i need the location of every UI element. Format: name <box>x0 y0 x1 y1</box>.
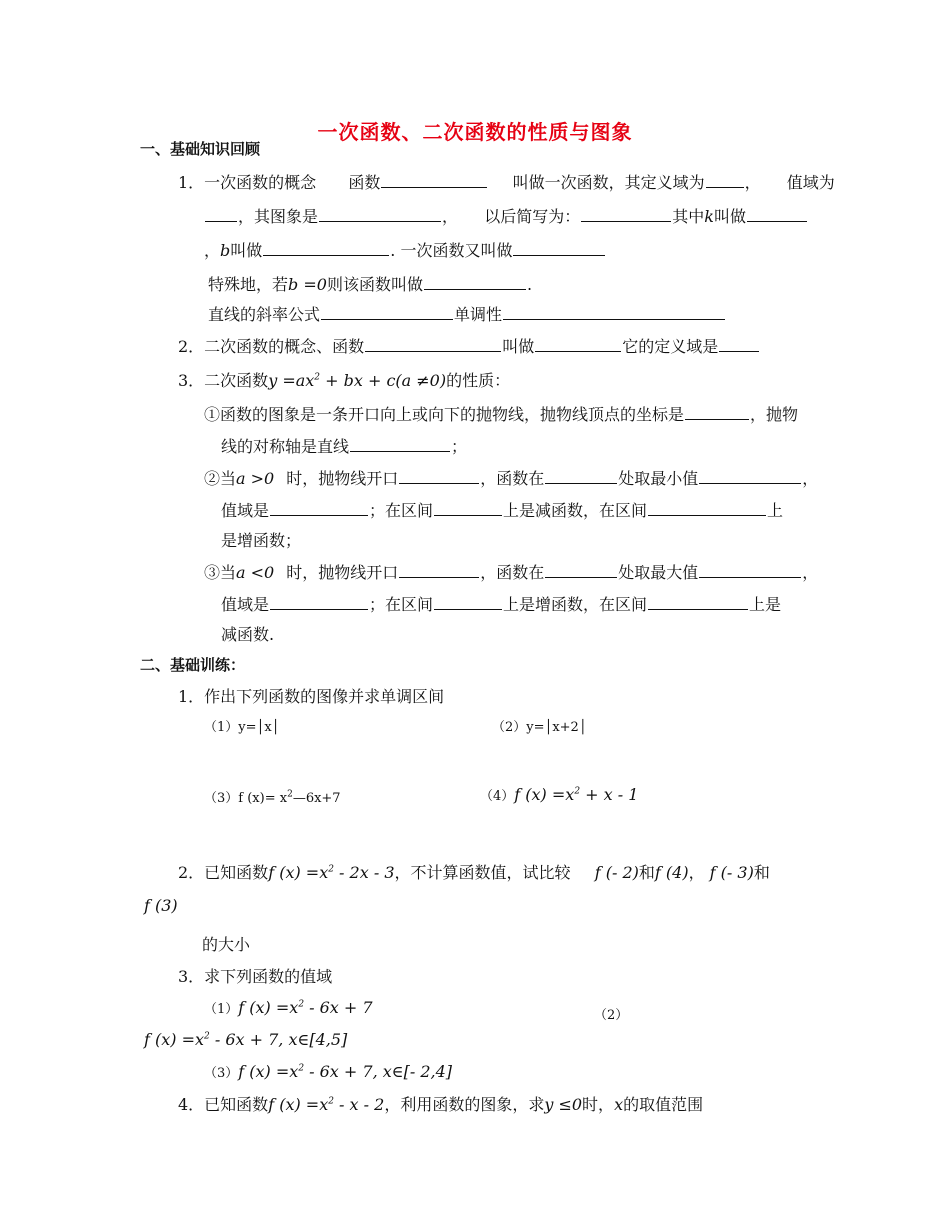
blank-slope-formula[interactable] <box>321 305 453 320</box>
s2-q1-item3: （3）f $(x)= x^2—6x+7$ <box>204 789 341 806</box>
s2-q3-item3: （3）f $(x) =x^2 - 6x + 7$, x∈[- 2,4] <box>204 1062 453 1081</box>
s1-q3-prop3-line1: ③当a <0 时，抛物线开口 ，函数在 处取最大值 ， <box>204 563 819 582</box>
blank-increasing-interval[interactable] <box>648 501 766 516</box>
s1-q2-line: 2．二次函数的概念、函数 叫做 它的定义域是 <box>178 334 760 357</box>
s2-q1-item2: （2）y=│x+2│ <box>492 720 587 735</box>
s1-q3-prop1-line1: ①函数的图象是一条开口向上或向下的抛物线，抛物线顶点的坐标是 ，抛物 <box>204 405 799 424</box>
blank-opening-up[interactable] <box>399 469 479 484</box>
section-1-heading: 一、基础知识回顾 <box>140 140 261 158</box>
blank-function-def[interactable] <box>381 173 487 188</box>
s2-q4-line: 4．已知函数f $(x) =x^2 - x - 2$，利用函数的图象，求y ≤0时，x的取值范围 <box>178 1095 704 1114</box>
blank-domain[interactable] <box>706 173 744 188</box>
blank-increasing-interval-2[interactable] <box>434 595 502 610</box>
s2-q1-line: 1．作出下列函数的图像并求单调区间 <box>178 687 445 706</box>
s2-q3-item1: （1）f $(x) =x^2 - 6x + 7$ <box>204 998 373 1017</box>
blank-decreasing-interval-2[interactable] <box>648 595 748 610</box>
section-2-heading: 二、基础训练： <box>140 656 246 674</box>
blank-quadratic-name[interactable] <box>535 337 621 352</box>
blank-vertex[interactable] <box>685 405 749 420</box>
blank-min-at[interactable] <box>545 469 617 484</box>
blank-b-name[interactable] <box>263 241 389 256</box>
s1-q1-line1: 1．一次函数的概念 函数 叫做一次函数，其定义域为 ， 值域为 <box>178 173 835 192</box>
blank-proportional[interactable] <box>424 275 526 290</box>
blank-short-form[interactable] <box>581 207 671 222</box>
s1-q1-line4: 特殊地，若b =0则该函数叫做 . <box>208 275 533 294</box>
s1-q3-line: 3．二次函数$y =ax^2$ + bx + c(a ≠0)的性质： <box>178 371 511 390</box>
s1-q1-line5: 直线的斜率公式 单调性 <box>208 302 726 325</box>
blank-max-value[interactable] <box>699 563 801 578</box>
s2-q1-item4: （4）f $(x) =x^2 + x - 1$ <box>480 785 639 804</box>
s1-q3-prop1-line2: 线的对称轴是直线 ； <box>221 437 468 456</box>
s1-q3-prop3-line2: 值域是 ；在区间 上是增函数，在区间 上是 <box>221 595 782 614</box>
s2-q2-line2: f (3) <box>144 896 178 915</box>
blank-range[interactable] <box>205 207 237 222</box>
blank-monotonicity[interactable] <box>503 305 725 320</box>
blank-range-up[interactable] <box>270 501 368 516</box>
blank-axis[interactable] <box>350 437 450 452</box>
blank-range-down[interactable] <box>270 595 368 610</box>
s2-q2-line1: 2．已知函数f $(x) =x^2 - 2x - 3$，不计算函数值，试比较 f (- 2)和f (4)， f (- 3)和 <box>178 863 770 882</box>
blank-quadratic-domain[interactable] <box>719 337 759 352</box>
blank-quadratic-def[interactable] <box>365 337 501 352</box>
blank-graph[interactable] <box>319 207 441 222</box>
blank-opening-down[interactable] <box>399 563 479 578</box>
s1-q1-line2: ，其图象是 ， 以后简写为： 其中k叫做 <box>204 204 808 227</box>
s2-q1-item1: （1）y=│x│ <box>204 720 280 735</box>
s1-q3-prop2-line2: 值域是 ；在区间 上是减函数，在区间 上 <box>221 501 784 520</box>
s1-q3-prop3-line3: 减函数. <box>221 625 275 644</box>
s2-q3-item2-label: （2） <box>594 1008 629 1023</box>
page-title: 一次函数、二次函数的性质与图象 <box>317 120 633 144</box>
blank-max-at[interactable] <box>545 563 617 578</box>
blank-decreasing-interval[interactable] <box>434 501 502 516</box>
s1-q1-line3: ，b叫做 . 一次函数又叫做 <box>204 238 606 261</box>
s1-q3-prop2-line3: 是增函数； <box>221 531 302 550</box>
blank-min-value[interactable] <box>699 469 801 484</box>
s1-q3-prop2-line1: ②当a >0 时，抛物线开口 ，函数在 处取最小值 ， <box>204 469 819 488</box>
s2-q3-item2: f $(x) =x^2 - 6x + 7$, x∈[4,5] <box>144 1030 348 1049</box>
blank-alt-name[interactable] <box>513 241 605 256</box>
s2-q3-line: 3．求下列函数的值域 <box>178 967 333 986</box>
blank-k-name[interactable] <box>747 207 807 222</box>
s2-q2-line3: 的大小 <box>202 935 251 954</box>
